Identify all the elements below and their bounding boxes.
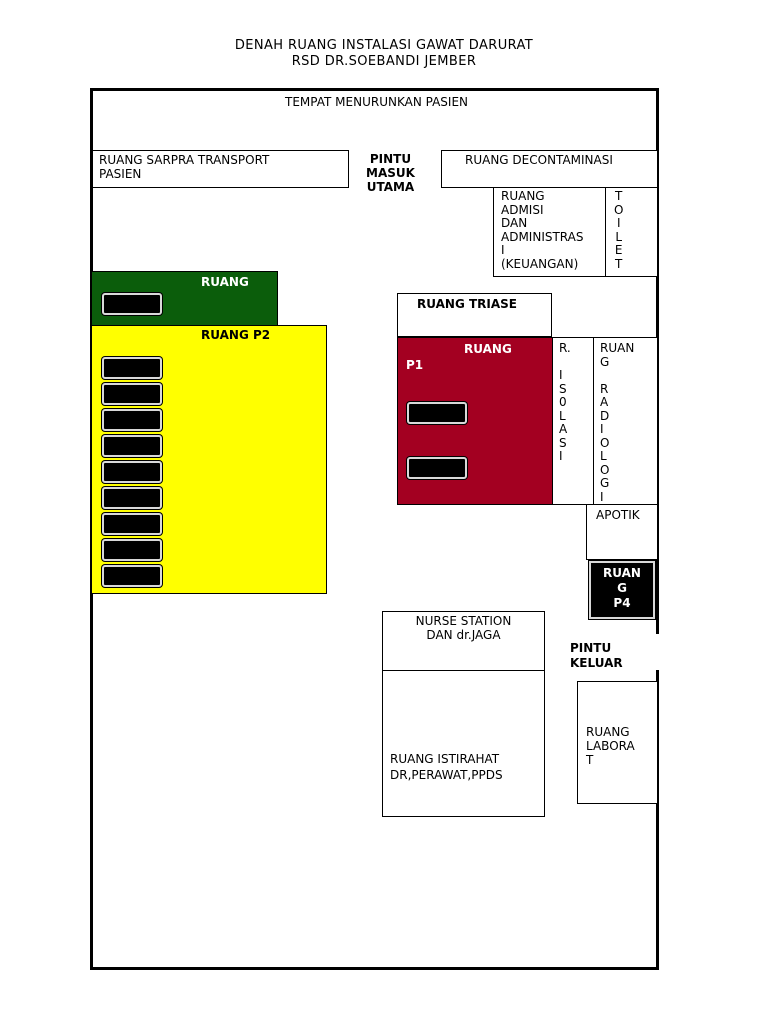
room-green-label: RUANG xyxy=(201,275,249,289)
bed xyxy=(102,409,162,431)
room-p1-label: P1 xyxy=(406,358,424,372)
room-rest-label: RUANG ISTIRAHAT DR,PERAWAT,PPDS xyxy=(390,752,503,782)
room-sarpra xyxy=(92,150,349,188)
room-admission xyxy=(493,187,606,277)
bed xyxy=(102,293,162,315)
room-triage xyxy=(397,293,552,337)
exit-door-label: PINTU KELUAR xyxy=(570,641,623,667)
drop-off-label: TEMPAT MENURUNKAN PASIEN xyxy=(285,95,468,109)
room-decontamination xyxy=(441,150,658,188)
room-p4 xyxy=(589,561,655,619)
room-nurse-station xyxy=(382,611,545,671)
room-pharmacy xyxy=(586,504,658,560)
room-toilet xyxy=(605,187,658,277)
room-p2-label: RUANG P2 xyxy=(201,328,271,342)
bed xyxy=(102,513,162,535)
room-toilet-label: T O I L E T xyxy=(614,189,624,271)
room-sarpra-label: RUANG SARPRA TRANSPORT PASIEN xyxy=(99,153,270,181)
room-triage-label: RUANG TRIASE xyxy=(417,297,517,311)
room-p2 xyxy=(91,325,327,594)
bed xyxy=(407,402,467,424)
bed xyxy=(102,383,162,405)
room-admission-label: RUANG ADMISI DAN ADMINISTRAS I (KEUANGAN) xyxy=(501,189,584,271)
bed xyxy=(102,539,162,561)
room-laboratory-label: RUANG LABORA T xyxy=(586,725,635,767)
bed xyxy=(102,461,162,483)
room-p1 xyxy=(397,337,553,505)
room-radiology xyxy=(593,337,658,505)
room-pharmacy-label: APOTIK xyxy=(596,508,640,522)
title-line-2: RSD DR.SOEBANDI JEMBER xyxy=(291,54,477,69)
diagram-title xyxy=(0,38,768,70)
room-p1-label-top: RUANG xyxy=(464,342,512,356)
room-laboratory xyxy=(577,681,658,804)
room-isolation xyxy=(552,337,594,505)
exit-door-gap xyxy=(655,634,661,670)
room-p4-label: RUAN G P4 xyxy=(603,566,641,610)
bed xyxy=(102,487,162,509)
title-line-1: DENAH RUANG INSTALASI GAWAT DARURAT xyxy=(234,38,534,53)
bed xyxy=(102,565,162,587)
room-green xyxy=(91,271,278,326)
room-radiology-label: RUAN G R A D I O L O G I xyxy=(600,341,635,504)
bed xyxy=(407,457,467,479)
room-isolation-label: R. I S 0 L A S I xyxy=(559,341,571,463)
bed xyxy=(102,435,162,457)
room-nurse-station-label: NURSE STATION DAN dr.JAGA xyxy=(415,614,512,642)
room-decontamination-label: RUANG DECONTAMINASI xyxy=(465,153,613,167)
main-entrance-label: PINTU MASUK UTAMA xyxy=(366,152,415,194)
room-rest xyxy=(382,670,545,817)
bed xyxy=(102,357,162,379)
